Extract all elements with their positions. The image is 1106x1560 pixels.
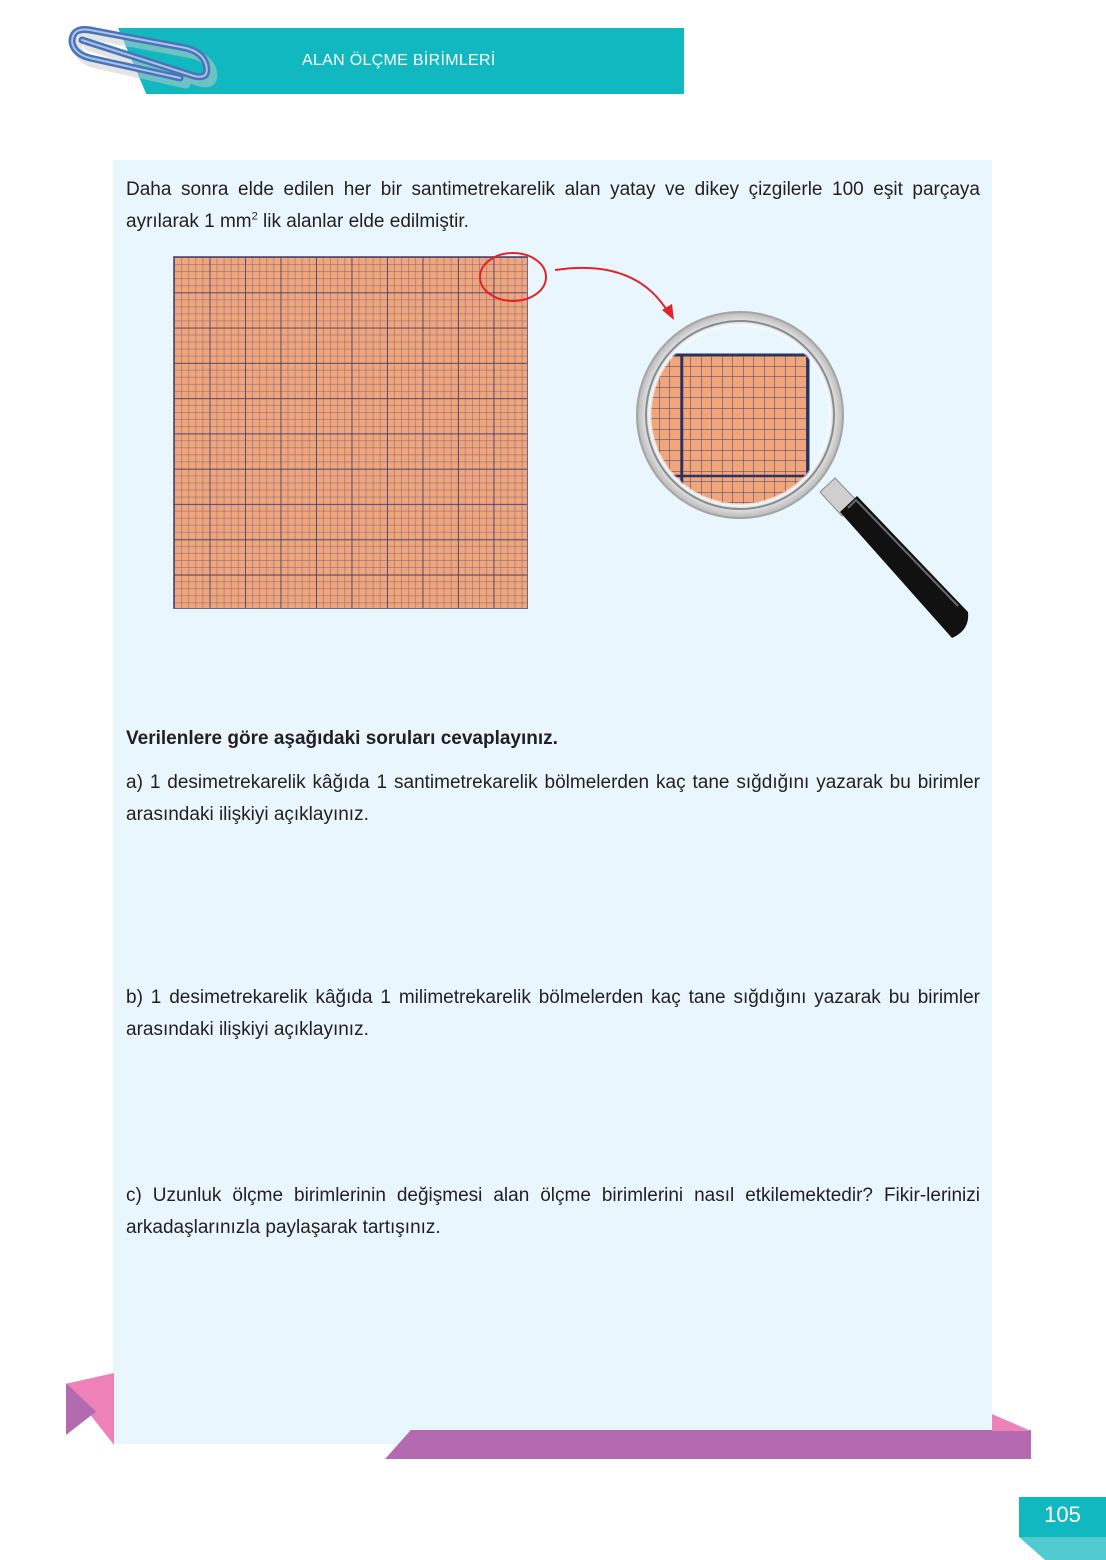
questions-heading: Verilenlere göre aşağıdaki soruları cevaplayınız.	[126, 728, 558, 749]
page-number: 105	[1044, 1502, 1081, 1527]
question-b: b) 1 desimetrekarelik kâğıda 1 milimetrekarelik bölmelerden kaç tane sığdığını yazarak bu birimler arasındaki ilişkiyi açıklayınız.	[126, 987, 980, 1040]
intro-text: Daha sonra elde edilen her bir santimetrekarelik alan yatay ve dikey çizgilerle 100 eşit parçaya ayrılarak 1 mm	[126, 179, 980, 232]
question-a: a) 1 desimetrekarelik kâğıda 1 santimetrekarelik bölmelerden kaç tane sığdığını yazarak bu birimler arasındaki ilişkiyi açıklayınız.	[126, 772, 980, 825]
magnifier-illustration	[470, 240, 990, 660]
magnifier-handle	[820, 478, 968, 638]
chapter-title: ALAN ÖLÇME BİRİMLERİ	[302, 52, 496, 69]
bottom-decoration-bar	[385, 1430, 1031, 1459]
pointer-arrow	[555, 268, 668, 312]
paperclip-icon	[62, 18, 222, 98]
question-c: c) Uzunluk ölçme birimlerinin değişmesi alan ölçme birimlerini nasıl etkilemektedir? Fikir-lerinizi arkadaşlarınızla paylaşarak tartışınız.	[126, 1185, 980, 1238]
page-number-tail	[1019, 1537, 1106, 1560]
highlight-circle	[480, 253, 546, 301]
bottom-decoration-pink	[992, 1414, 1031, 1431]
intro-superscript: 2	[251, 210, 258, 223]
intro-text-end: lik alanlar elde edilmiştir.	[257, 211, 469, 232]
intro-paragraph	[126, 174, 980, 238]
